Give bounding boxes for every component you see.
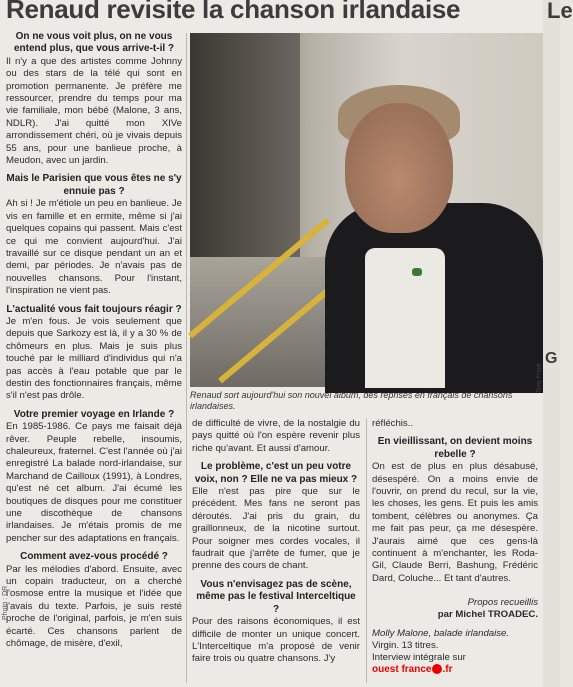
logo-dot-icon [432,664,442,674]
answer: réfléchis.. [372,418,414,429]
column-divider [186,33,187,683]
adjacent-heading: G [545,350,558,367]
answer: Il n'y a que des artistes comme Johnny ou des stars de la télé qui sont en promotion permanente. Je préfère me ressourcer, prendre du temps pour ma vie familiale, mon bébé (Malone, 3 ans, NDLR). J'ai quitté mon XIVe arrondissement chéri, où je vivais depuis 55 ans, pour une banlieue proche, à Meudon, avec un jardin. [6,55,182,167]
signature-block [372,597,538,621]
question: Votre premier voyage en Irlande ? [13,408,175,420]
question: L'actualité vous fait toujours réagir ? [6,303,182,315]
signature-line-1: Propos recueillis [467,597,538,608]
signature-line-2: par Michel TROADEC. [437,609,538,620]
side-photo-credit: Photo : DR [2,585,9,620]
answer: Je m'en fous. Je vois seulement que depuis que Sarkozy est là, il y a 30 % de chômeurs en plus. Mais je suis plus touché par le milliard d'individus qui n'a pas accès à l'eau potable que par le destin des fonctionnaires français, même s'il n'est pas drôle. [6,315,182,402]
answer: Elle n'est pas pire que sur le précédent. Mes fans ne seront pas déroutés. J'ai pris du grain, du graillonneux, de la nicotine surtout. Pour soigner mes cordes vocales, il faudrait que j'arrête de fumer, que je prenne des cours de chant. [192,486,360,572]
question: Le problème, c'est un peu votre voix, non ? Elle ne va pas mieux ? [194,461,358,485]
interview-text: Interview intégrale sur [372,652,466,663]
question: Comment avez-vous procédé ? [20,551,168,563]
question: Mais le Parisien que vous êtes ne s'y ennuie pas ? [6,173,182,197]
album-details: Virgin. 13 titres. [372,640,439,651]
footer-block [372,628,538,677]
shamrock-pin [412,268,422,276]
answer: On est de plus en plus désabusé, désespéré. On a moins envie de l'ouvrir, on prend du recul, sur la vie, les choses, les gens. Et puis les amis tombent, célèbres ou anonymes. Ça me fait pas peur, ça me désespère. J'aurais aimé que ces gens-là continuent à m'enchanter, les Roda-Gil, Claude Berri, Bashung, Frédéric Dard, Coluche... Et tant d'autres. [372,461,538,584]
adjacent-title: Le [547,0,573,23]
column-divider [366,418,367,683]
ouest-france-logo[interactable]: ouest france .fr [372,664,453,675]
renaud-photo [190,33,543,393]
question: On ne vous voit plus, on ne vous entend plus, que vous arrive-t-il ? [13,31,175,55]
column-3 [372,418,538,591]
question: Vous n'envisagez pas de scène, même pas le festival Interceltique ? [196,578,356,615]
person-face [345,103,453,233]
photo-credit: Tony Frank [537,363,543,393]
column-2 [192,418,360,672]
answer: Pour des raisons économiques, il est difficile de monter un unique concert. L'Interceltique m'a proposé de venir faire trois ou quatre chansons. J'y [192,616,360,665]
photo-caption: Renaud sort aujourd'hui son nouvel album, des reprises en français de chansons irlandaises. [190,390,513,411]
answer: Par les mélodies d'abord. Ensuite, avec un copain traducteur, on a cherché l'osmose entre la musique et l'idée que j'avais du texte. Parfois, je suis resté proche de l'original, parfois, je m'en suis écarté. Ces chansons parlent de chômage, de misère, d'exil, [6,563,182,650]
answer: Ah si ! Je m'étiole un peu en banlieue. Je vis en famille et en ermite, même si j'ai quelques copains qui passent. Mais c'est ce qui me convient aujourd'hui. J'ai travaillé sur ce disque pendant un an et demi, par périodes. Je n'avais pas de nouvelles chansons. Pour l'instant, l'inspiration ne vient pas. [6,198,182,297]
question: En vieillissant, on devient moins rebelle ? [377,436,533,460]
column-1 [6,31,182,657]
album-title: Molly Malone, balade irlandaise. [372,628,510,639]
answer: de difficulté de vivre, de la nostalgie du pays quitté où l'on espère revenir plus riche qu'avant. Et aussi d'amour. [192,418,360,454]
adjacent-article-strip [543,0,573,687]
answer: En 1985-1986. Ce pays me faisait déjà rêver. Peuple rebelle, insoumis, chaleureux, fraternel. C'est l'année où j'ai enregistré La balade nord-irlandaise, sur Marchand de Cailloux (1991), à Londres, qu'est né cet album. J'ai écumé les boutiques de disques pour me constituer une discothèque de chansons irlandaises. Je m'étais promis de me pencher sur des adaptations en français. [6,421,182,544]
headline: Renaud revisite la chanson irlandaise [6,0,461,24]
person-shirt [365,248,445,388]
